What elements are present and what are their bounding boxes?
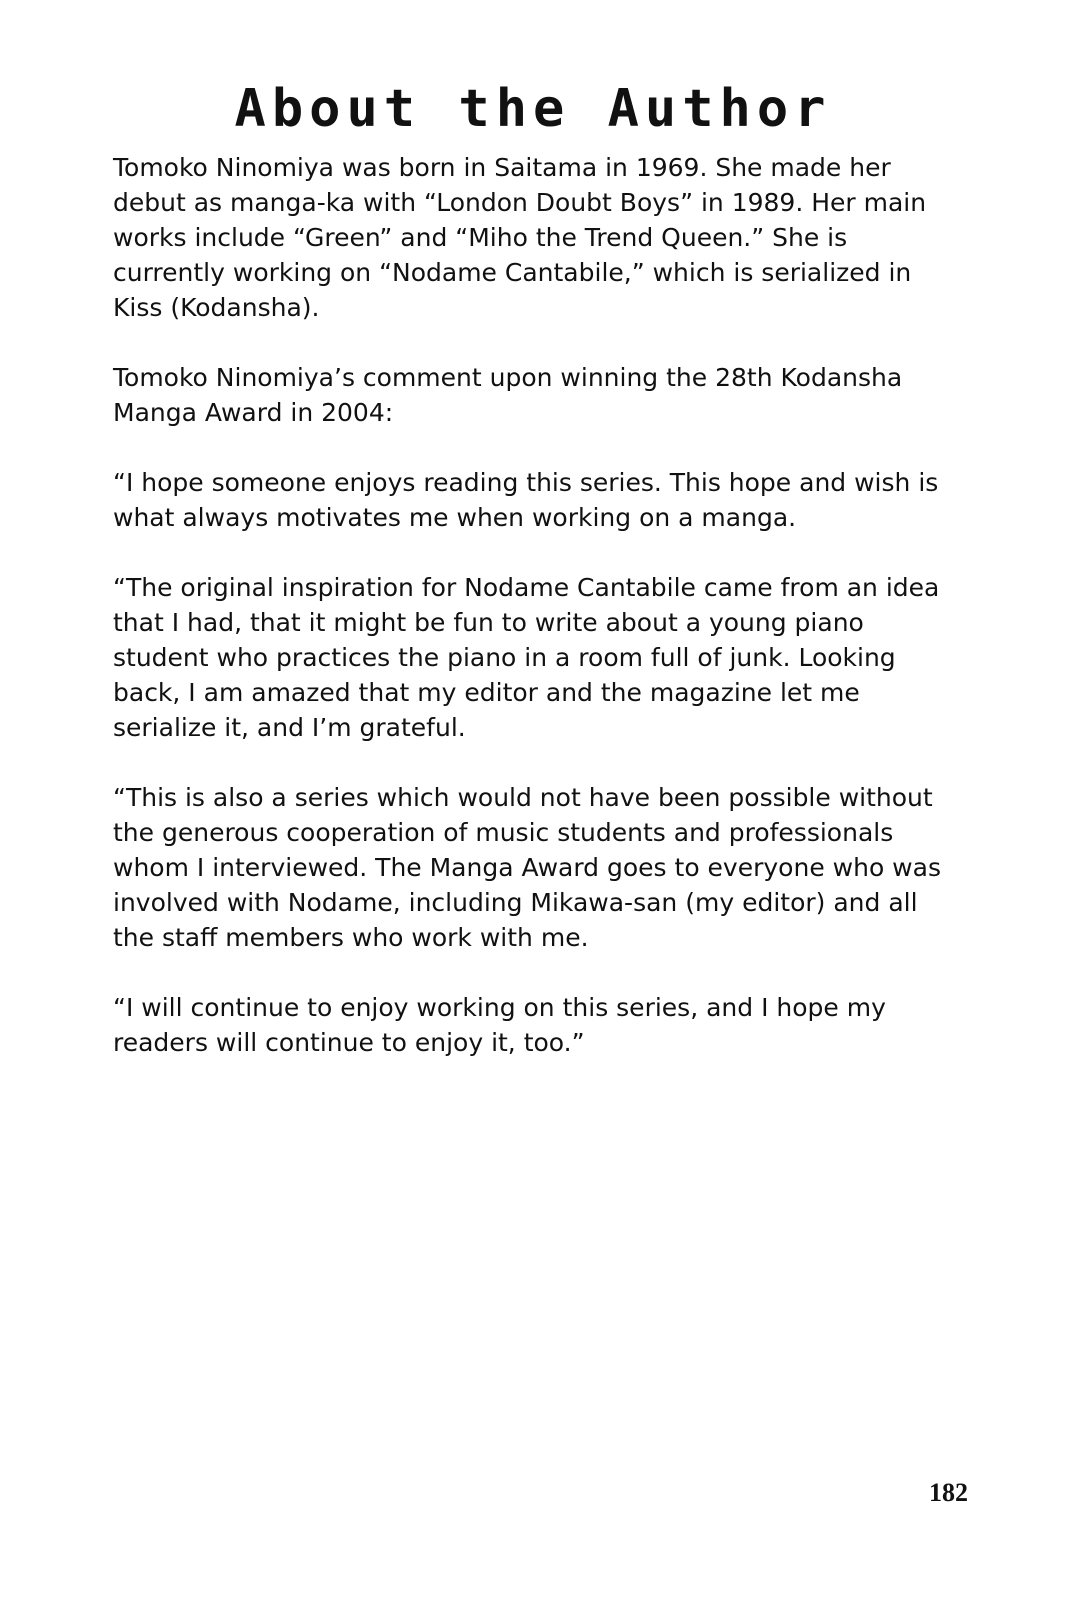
quote-paragraph: “The original inspiration for Nodame Cantabile came from an idea that I had, that it might be fun to write about a young piano student who practices the piano in a room full of junk. Looking back, I am amazed that my editor and the magazine let me serialize it, and I’m grateful. bbox=[113, 573, 940, 742]
quote-paragraph: “I will continue to enjoy working on this series, and I hope my readers will continue to enjoy it, too.” bbox=[113, 993, 886, 1057]
author-bio bbox=[113, 150, 953, 1095]
quote-paragraph: “This is also a series which would not have been possible without the generous cooperation of music students and professionals whom I interviewed. The Manga Award goes to everyone who was involved with Nodame, including Mikawa-san (my editor) and all the staff members who work with me. bbox=[113, 783, 941, 952]
award-intro-paragraph: Tomoko Ninomiya’s comment upon winning the 28th Kodansha Manga Award in 2004: bbox=[113, 363, 903, 427]
bio-paragraph: Tomoko Ninomiya was born in Saitama in 1969. She made her debut as manga-ka with “London Doubt Boys” in 1989. Her main works include “Green” and “Miho the Trend Queen.” She is currently working on “Nodame Cantabile,” which is serialized in Kiss (Kodansha). bbox=[113, 153, 927, 322]
quote-paragraph: “I hope someone enjoys reading this series. This hope and wish is what always motivates me when working on a manga. bbox=[113, 468, 939, 532]
page-number: 182 bbox=[929, 1478, 968, 1507]
page-title: About the Author bbox=[234, 79, 832, 139]
